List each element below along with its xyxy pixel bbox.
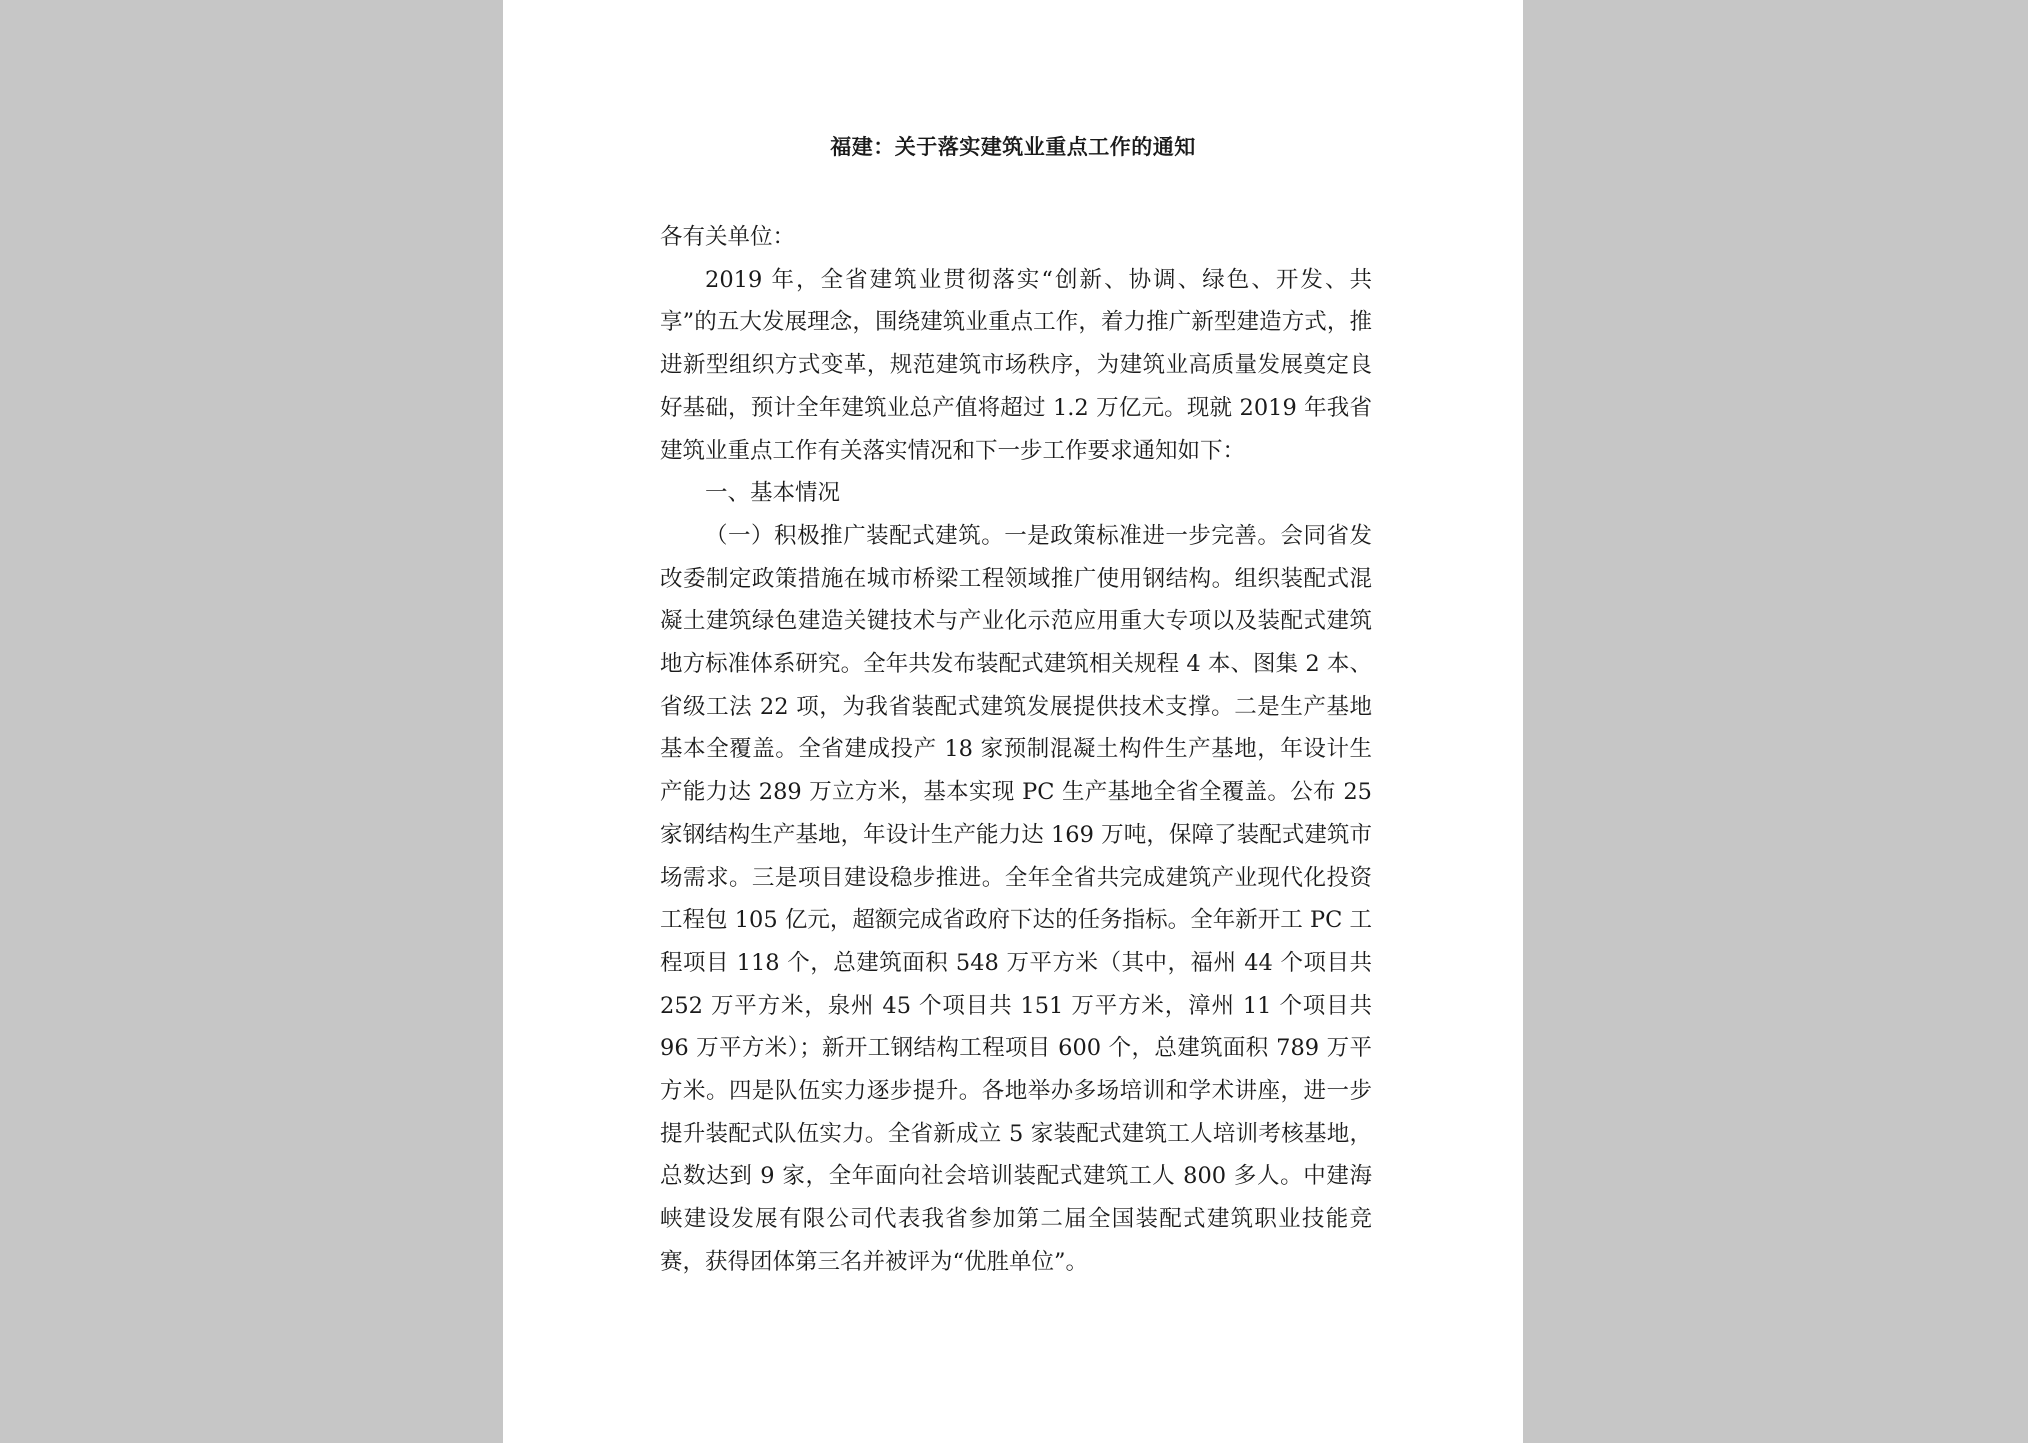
section-heading: 一、基本情况 [705, 480, 841, 507]
document-title: 福建：关于落实建筑业重点工作的通知 [830, 135, 1196, 159]
salutation: 各有关单位： [660, 224, 796, 250]
intro-paragraph: 2019 年，全省建筑业贯彻落实“创新、协调、绿色、开发、共享”的五大发展理念，围绕建筑业重点工作，着力推广新型建造方式，推进新型组织方式变革，规范建筑市场秩序，为建筑业高质量发展奠定良好基础，预计全年建筑业总产值将超过 1.2 万亿元。现就 2019 年我省建筑业重点工作有关落实情况和下一步工作要求通知如下： [660, 266, 1372, 464]
section-paragraph: （一）积极推广装配式建筑。一是政策标准进一步完善。会同省发改委制定政策措施在城市桥梁工程领域推广使用钢结构。组织装配式混凝土建筑绿色建造关键技术与产业化示范应用重大专项以及装配式建筑地方标准体系研究。全年共发布装配式建筑相关规程 4 本、图集 2 本、省级工法 22 项，为我省装配式建筑发展提供技术支撑。二是生产基地基本全覆盖。全省建成投产 18 家预制混凝土构件生产基地，年设计生产能力达 289 万立方米，基本实现 PC 生产基地全省全覆盖。公布 25 家钢结构生产基地，年设计生产能力达 169 万吨，保障了装配式建筑市场需求。三是项目建设稳步推进。全年全省共完成建筑产业现代化投资工程包 105 亿元，超额完成省政府下达的任务指标。全年新开工 PC 工程项目 118 个，总建筑面积 548 万平方米（其中，福州 44 个项目共 252 万平方米，泉州 45 个项目共 151 万平方米，漳州 11 个项目共 96 万平方米）；新开工钢结构工程项目 600 个，总建筑面积 789 万平方米。四是队伍实力逐步提升。各地举办多场培训和学术讲座，进一步提升装配式队伍实力。全省新成立 5 家装配式建筑工人培训考核基地，总数达到 9 家，全年面向社会培训装配式建筑工人 800 多人。中建海峡建设发展有限公司代表我省参加第二届全国装配式建筑职业技能竞赛，获得团体第三名并被评为“优胜单位”。 [660, 522, 1372, 1275]
document-page [503, 0, 1523, 1443]
document-body [660, 216, 1372, 1284]
